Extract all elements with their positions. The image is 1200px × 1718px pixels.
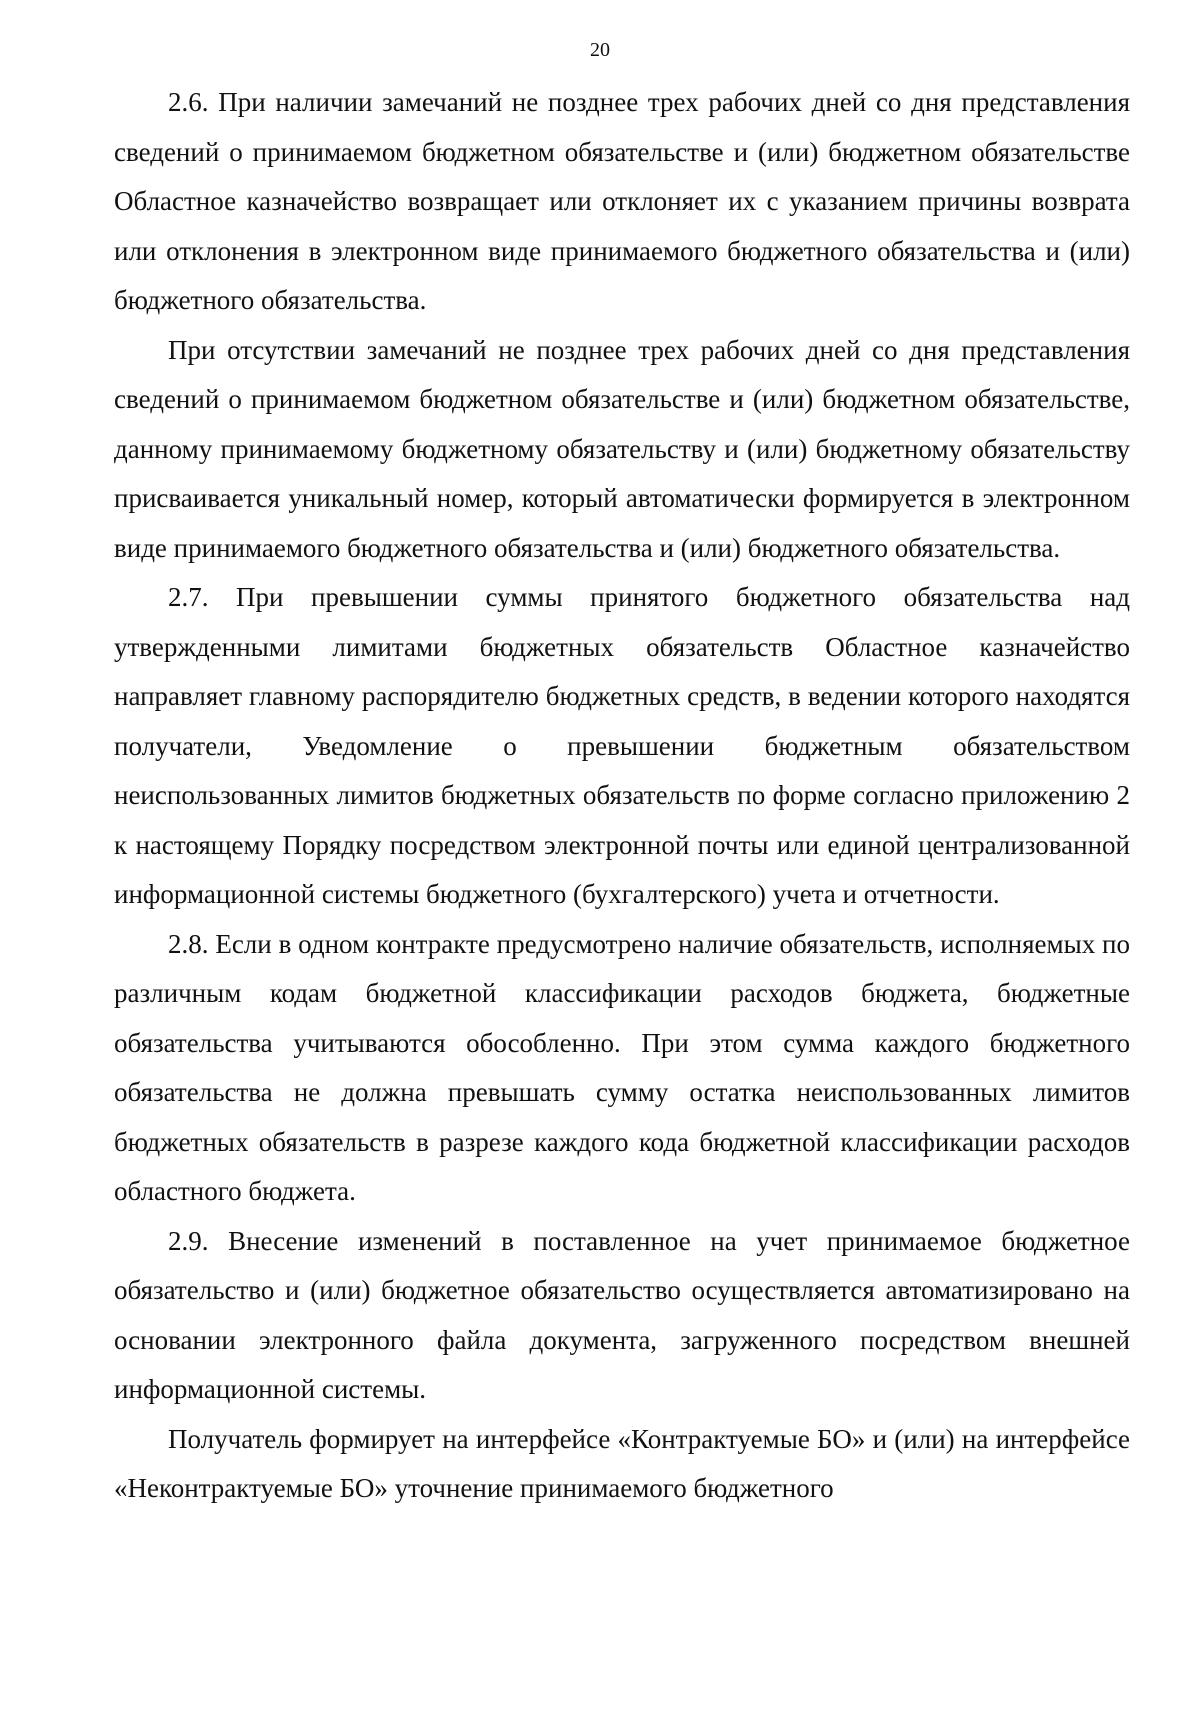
document-body [114,78,1130,1514]
paragraph-recipient: Получатель формирует на интерфейсе «Контрактуемые БО» и (или) на интерфейсе «Неконтрактуемые БО» уточнение принимаемого бюджетного [114,1423,1130,1503]
paragraph-2-8: 2.8. Если в одном контракте предусмотрено наличие обязательств, исполняемых по различным кодам бюджетной классификации расходов бюджета, бюджетные обязательства учитываются обособленно. При этом сумма каждого бюджетного обязательства не должна превышать сумму остатка неиспользованных лимитов бюджетных обязательств в разрезе каждого кода бюджетной классификации расходов областного бюджета. [114,928,1130,1206]
paragraph-no-remarks: При отсутствии замечаний не позднее трех рабочих дней со дня представления сведений о принимаемом бюджетном обязательстве и (или) бюджетном обязательстве, данному принимаемому бюджетному обязательству и (или) бюджетному обязательству присваивается уникальный номер, который автоматически формируется в электронном виде принимаемого бюджетного обязательства и (или) бюджетного обязательства. [114,334,1130,563]
paragraph-2-9: 2.9. Внесение изменений в поставленное на учет принимаемое бюджетное обязательство и (или) бюджетное обязательство осуществляется автоматизировано на основании электронного файла документа, загруженного посредством внешней информационной системы. [114,1225,1130,1404]
paragraph-2-7: 2.7. При превышении суммы принятого бюджетного обязательства над утвержденными лимитами бюджетных обязательств Областное казначейство направляет главному распорядителю бюджетных средств, в ведении которого находятся получатели, Уведомление о превышении бюджетным обязательством неиспользованных лимитов бюджетных обязательств по форме согласно приложению 2 к настоящему Порядку посредством электронной почты или единой централизованной информационной системы бюджетного (бухгалтерского) учета и отчетности. [114,582,1130,909]
page-number: 20 [590,39,610,61]
paragraph-2-6: 2.6. При наличии замечаний не позднее трех рабочих дней со дня представления сведений о принимаемом бюджетном обязательстве и (или) бюджетном обязательстве Областное казначейство возвращает или отклоняет их с указанием причины возврата или отклонения в электронном виде принимаемого бюджетного обязательства и (или) бюджетного обязательства. [114,87,1130,315]
